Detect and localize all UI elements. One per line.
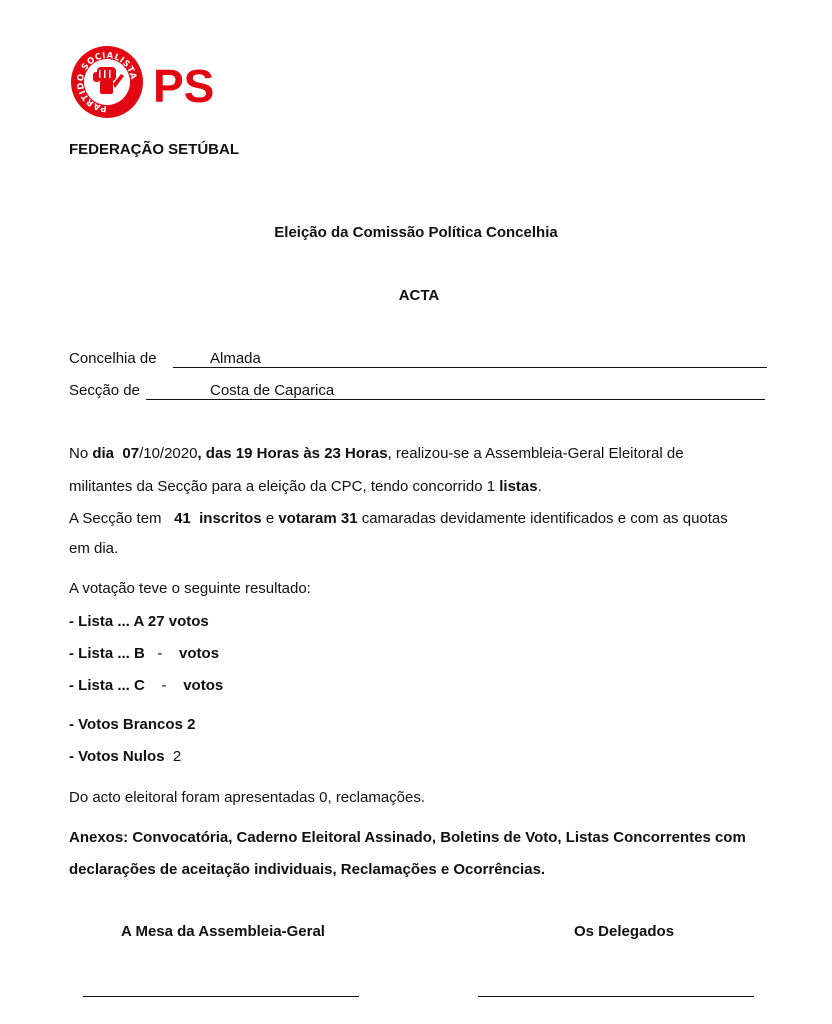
seccao-line	[146, 399, 765, 400]
concelhia-line	[173, 367, 767, 368]
reclamacoes-text: Do acto eleitoral foram apresentadas 0, reclamações.	[69, 789, 426, 806]
anexos-line1: Anexos: Convocatória, Caderno Eleitoral Assinado, Boletins de Voto, Listas Concorrentes com	[69, 829, 746, 846]
concelhia-label: Concelhia de	[69, 350, 157, 367]
seccao-value: Costa de Caparica	[210, 382, 335, 399]
para2-line2: em dia.	[69, 540, 119, 557]
results-intro: A votação teve o seguinte resultado:	[69, 580, 311, 597]
document-subtitle: ACTA	[398, 287, 440, 304]
para1-line2: militantes da Secção para a eleição da CPC, tendo concorrido 1 listas.	[69, 478, 542, 495]
para1-line1: No dia 07/10/2020, das 19 Horas às 23 Horas, realizou-se a Assembleia-Geral Eleitoral de	[69, 445, 684, 462]
signature-delegados-line	[478, 996, 754, 997]
anexos-line2: declarações de aceitação individuais, Reclamações e Ocorrências.	[69, 861, 546, 878]
lista-a-result: - Lista ... A 27 votos	[69, 613, 209, 630]
para2-line1: A Secção tem 41 inscritos e votaram 31 camaradas devidamente identificados e com as quotas	[69, 510, 728, 527]
ps-logo	[69, 44, 229, 120]
document-title: Eleição da Comissão Política Concelhia	[274, 224, 558, 241]
lista-c-result: - Lista ... C - votos	[69, 677, 224, 694]
votos-nulos: - Votos Nulos 2	[69, 748, 182, 765]
logo-text: PS	[153, 60, 215, 112]
logo-ring-text: PARTIDO SOCIALISTA	[75, 50, 139, 114]
seccao-label: Secção de	[69, 382, 140, 399]
signature-delegados-label: Os Delegados	[574, 923, 675, 940]
votos-brancos: - Votos Brancos 2	[69, 716, 196, 733]
signature-mesa-line	[83, 996, 359, 997]
lista-b-result: - Lista ... B - votos	[69, 645, 220, 662]
signature-mesa-label: A Mesa da Assembleia-Geral	[121, 923, 325, 940]
concelhia-value: Almada	[210, 350, 261, 367]
federation-name: FEDERAÇÃO SETÚBAL	[69, 141, 240, 158]
